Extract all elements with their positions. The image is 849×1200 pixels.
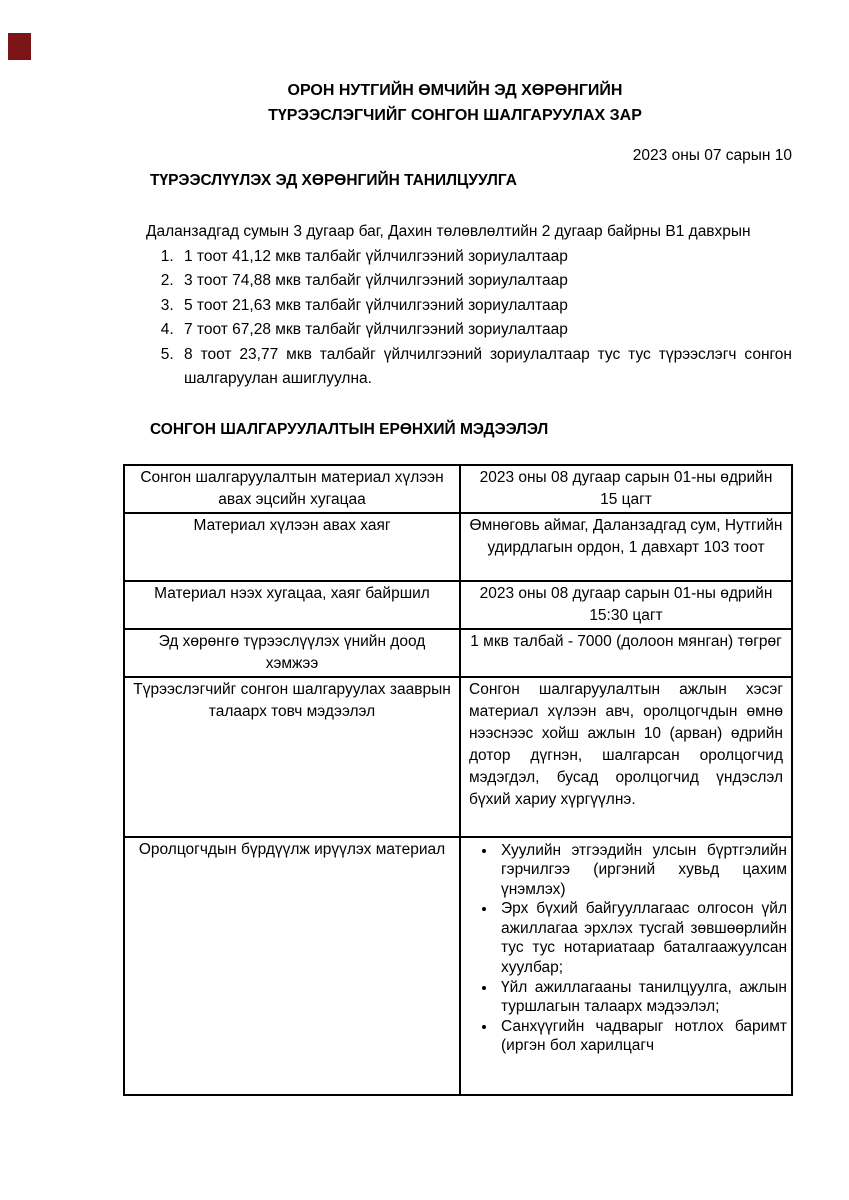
row-value: Сонгон шалгаруулалтын ажлын хэсэг материал хүлээн авч, оролцогчдын өмнө нээснээс хойш ажлын 10 (арван) өдрийн дотор дүгнэн, шалгарсан оролцогчид мэдэгдэл, бусад оролцогчид үндэслэл бүхий хариу хүргүүлнэ. — [460, 677, 792, 837]
document-title — [88, 78, 792, 128]
section-heading-general: СОНГОН ШАЛГАРУУЛАЛТЫН ЕРӨНХИЙ МЭДЭЭЛЭЛ — [150, 420, 549, 438]
bullet-item: • Санхүүгийн чадварыг нотлох баримт (иргэн бол харилцагч — [497, 1017, 787, 1056]
bullet-item: • Эрх бүхий байгууллагаас олгосон үйл ажиллагаа эрхлэх тусгай зөвшөөрлийн тус тус нотариатаар баталгаажуулсан хуулбар; — [497, 899, 787, 977]
bullet-item: • Үйл ажиллагааны танилцуулга, ажлын туршлагын талаарх мэдээлэл; — [497, 978, 787, 1017]
intro-paragraph: Даланзадгад сумын 3 дугаар баг, Дахин төлөвлөлтийн 2 дугаар байрны В1 давхрын — [146, 223, 751, 240]
document-title-line-2: ТҮРЭЭСЛЭГЧИЙГ СОНГОН ШАЛГАРУУЛАХ ЗАР — [268, 107, 642, 124]
row-value: Өмнөговь аймаг, Даланзадгад сум, Нутгийн удирдлагын ордон, 1 давхарт 103 тоот — [460, 513, 792, 581]
document-title-line-1: ОРОН НУТГИЙН ӨМЧИЙН ЭД ХӨРӨНГИЙН — [287, 82, 623, 99]
row-value: 1 мкв талбай - 7000 (долоон мянган) төгрөг — [460, 629, 792, 677]
section-heading-intro: ТҮРЭЭСЛҮҮЛЭХ ЭД ХӨРӨНГИЙН ТАНИЛЦУУЛГА — [150, 172, 517, 189]
numbered-list — [88, 245, 792, 392]
table-row — [124, 581, 792, 629]
row-value: 2023 оны 08 дугаар сарын 01-ны өдрийн 15 цагт — [460, 465, 792, 513]
document-date: 2023 оны 07 сарын 10 — [632, 147, 792, 164]
row-label: Материал хүлээн авах хаяг — [124, 513, 460, 581]
info-table — [123, 464, 793, 1096]
row-value — [460, 837, 792, 1095]
list-item: 1. 1 тоот 41,12 мкв талбайг үйлчилгээний зориулалтаар — [178, 245, 792, 270]
list-item: 2. 3 тоот 74,88 мкв талбайг үйлчилгээний зориулалтаар — [178, 269, 792, 294]
list-item: 4. 7 тоот 67,28 мкв талбайг үйлчилгээний зориулалтаар — [178, 318, 792, 343]
row-label: Материал нээх хугацаа, хаяг байршил — [124, 581, 460, 629]
bullet-list — [463, 841, 787, 1057]
table-row — [124, 677, 792, 837]
bullet-item: • Хуулийн этгээдийн улсын бүртгэлийн гэрчилгээ (иргэний хувьд цахим үнэмлэх) — [497, 841, 787, 900]
row-label: Эд хөрөнгө түрээслүүлэх үнийн доод хэмжээ — [124, 629, 460, 677]
table-row — [124, 465, 792, 513]
row-label: Сонгон шалгаруулалтын материал хүлээн авах эцсийн хугацаа — [124, 465, 460, 513]
table-row — [124, 837, 792, 1095]
list-item: 3. 5 тоот 21,63 мкв талбайг үйлчилгээний зориулалтаар — [178, 294, 792, 319]
table-row — [124, 513, 792, 581]
row-label: Оролцогчдын бүрдүүлж ирүүлэх материал — [124, 837, 460, 1095]
list-item: 5. 8 тоот 23,77 мкв талбайг үйлчилгээний зориулалтаар тус тус түрээслэгч сонгон шалгаруулан ашиглуулна. — [178, 343, 792, 392]
table-row — [124, 629, 792, 677]
row-value: 2023 оны 08 дугаар сарын 01-ны өдрийн 15:30 цагт — [460, 581, 792, 629]
row-label: Түрээслэгчийг сонгон шалгаруулах зааврын талаарх товч мэдээлэл — [124, 677, 460, 837]
